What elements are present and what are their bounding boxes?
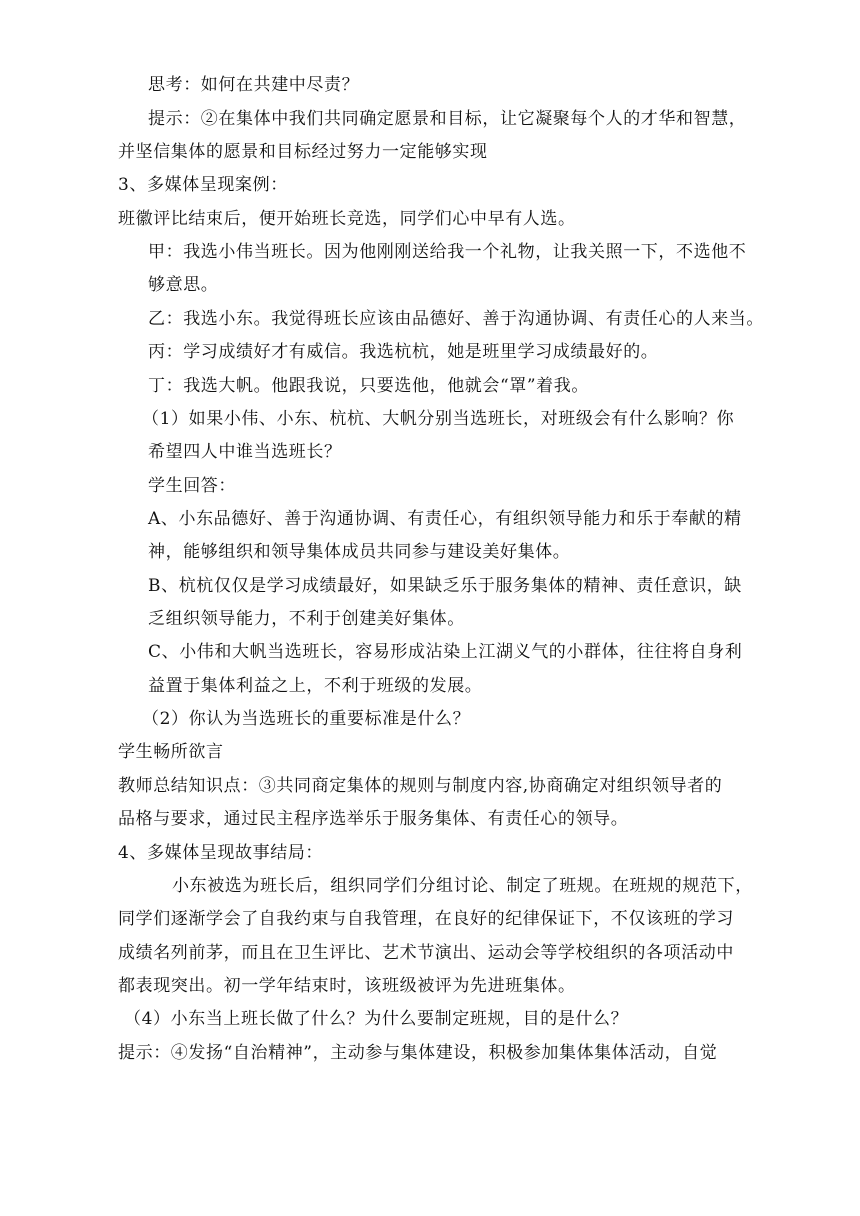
question-line: （4）小东当上班长做了什么？为什么要制定班规，目的是什么？ xyxy=(124,1009,629,1029)
text-line: 学生回答： xyxy=(148,476,236,496)
text-line: 够意思。 xyxy=(148,275,219,295)
text-line: 丙：学习成绩好才有威信。我选杭杭，她是班里学习成绩最好的。 xyxy=(148,342,659,362)
text-line: 班徽评比结束后，便开始班长竞选，同学们心中早有人选。 xyxy=(118,209,576,229)
answer-item: 乏组织领导能力，不利于创建美好集体。 xyxy=(148,609,465,629)
text-line: 提示：④发扬“自治精神”，主动参与集体建设，积极参加集体集体活动，自觉 xyxy=(118,1043,718,1063)
text-line: 成绩名列前茅，而且在卫生评比、艺术节演出、运动会等学校组织的各项活动中 xyxy=(118,943,734,963)
text-line: 希望四人中谁当选班长？ xyxy=(148,442,342,462)
answer-item: A、小东品德好、善于沟通协调、有责任心，有组织领导能力和乐于奉献的精 xyxy=(148,509,742,529)
text-line: 提示：②在集体中我们共同确定愿景和目标，让它凝聚每个人的才华和智慧， xyxy=(148,109,747,129)
text-line: 品格与要求，通过民主程序选举乐于服务集体、有责任心的领导。 xyxy=(118,809,629,829)
text-line: 教师总结知识点：③共同商定集体的规则与制度内容,协商确定对组织领导者的 xyxy=(118,776,723,796)
section-heading: 3、多媒体呈现案例： xyxy=(118,175,288,195)
answer-item: 神，能够组织和领导集体成员共同参与建设美好集体。 xyxy=(148,542,571,562)
question-line: （2）你认为当选班长的重要标准是什么？ xyxy=(142,709,471,729)
text-line: 乙：我选小东。我觉得班长应该由品德好、善于沟通协调、有责任心的人来当。 xyxy=(148,309,764,329)
text-line: 并坚信集体的愿景和目标经过努力一定能够实现 xyxy=(118,142,488,162)
answer-item: 益置于集体利益之上，不利于班级的发展。 xyxy=(148,676,483,696)
text-line: 思考：如何在共建中尽责？ xyxy=(148,75,360,95)
question-line: （1）如果小伟、小东、杭杭、大帆分别当选班长，对班级会有什么影响？你 xyxy=(142,409,735,429)
text-line: 甲：我选小伟当班长。因为他刚刚送给我一个礼物，让我关照一下，不选他不 xyxy=(148,242,747,262)
answer-item: B、杭杭仅仅是学习成绩最好，如果缺乏乐于服务集体的精神、责任意识，缺 xyxy=(148,576,742,596)
text-line: 小东被选为班长后，组织同学们分组讨论、制定了班规。在班规的规范下， xyxy=(172,876,753,896)
answer-item: C、小伟和大帆当选班长，容易形成沾染上江湖义气的小群体，往往将自身利 xyxy=(148,642,743,662)
text-line: 学生畅所欲言 xyxy=(118,742,224,762)
text-line: 都表现突出。初一学年结束时，该班级被评为先进班集体。 xyxy=(118,976,576,996)
text-line: 丁：我选大帆。他跟我说，只要选他，他就会“罩”着我。 xyxy=(148,376,589,396)
section-heading: 4、多媒体呈现故事结局： xyxy=(118,843,324,863)
text-line: 同学们逐渐学会了自我约束与自我管理，在良好的纪律保证下，不仅该班的学习 xyxy=(118,909,734,929)
